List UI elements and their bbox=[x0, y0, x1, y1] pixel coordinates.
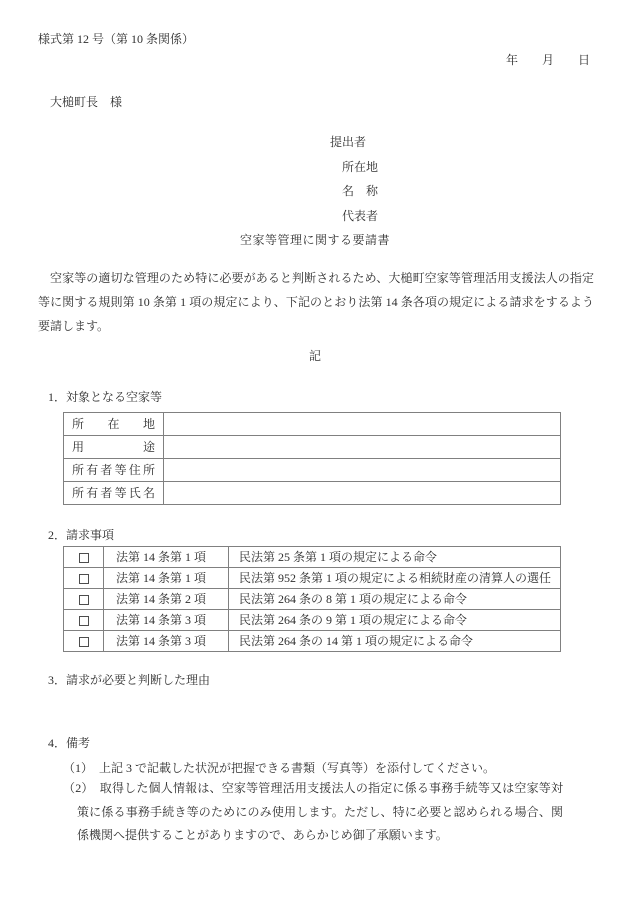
checkbox-cell bbox=[64, 568, 104, 589]
checkbox-cell bbox=[64, 547, 104, 568]
section4-heading: 4．備考 bbox=[48, 736, 91, 750]
table-row bbox=[64, 547, 561, 568]
section2-heading: 2．請求事項 bbox=[48, 528, 115, 542]
row-label-location: 所在地 bbox=[64, 413, 164, 436]
row-label-owner-name: 所有者等氏名 bbox=[64, 482, 164, 505]
request-description: 民法第 25 条第 1 項の規定による命令 bbox=[229, 547, 561, 568]
section1-heading: 1．対象となる空家等 bbox=[48, 390, 163, 404]
law-clause: 法第 14 条第 1 項 bbox=[104, 568, 229, 589]
checkbox-cell bbox=[64, 610, 104, 631]
row-label-use: 用途 bbox=[64, 436, 164, 459]
checkbox-row-5[interactable] bbox=[79, 637, 89, 647]
table-row bbox=[64, 568, 561, 589]
submitter-field-name: 名 称 bbox=[342, 184, 379, 198]
use-value-cell[interactable] bbox=[164, 436, 561, 459]
document-title: 空家等管理に関する要請書 bbox=[239, 233, 390, 247]
submitter-label: 提出者 bbox=[330, 135, 367, 149]
addressee: 大槌町長 様 bbox=[50, 95, 123, 109]
target-vacant-house-table bbox=[63, 412, 561, 505]
note-2: （2） 取得した個人情報は、空家等管理活用支援法人の指定に係る事務手続等又は空家等対策に係る事務手続き等のためにのみ使用します。ただし、特に必要と認められる場合、関係機関へ提供することがありますので、あらかじめ御了承願います。 bbox=[63, 781, 563, 842]
law-clause: 法第 14 条第 3 項 bbox=[104, 610, 229, 631]
request-description: 民法第 264 条の 8 第 1 項の規定による命令 bbox=[229, 589, 561, 610]
checkbox-cell bbox=[64, 631, 104, 652]
checkbox-row-2[interactable] bbox=[79, 574, 89, 584]
submitter-block bbox=[330, 130, 378, 228]
law-clause: 法第 14 条第 2 項 bbox=[104, 589, 229, 610]
request-description: 民法第 952 条第 1 項の規定による相続財産の清算人の選任 bbox=[229, 568, 561, 589]
location-value-cell[interactable] bbox=[164, 413, 561, 436]
request-items-table bbox=[63, 546, 561, 652]
checkbox-row-3[interactable] bbox=[79, 595, 89, 605]
ki-label: 記 bbox=[308, 349, 321, 363]
section3-heading: 3．請求が必要と判断した理由 bbox=[48, 673, 211, 687]
request-description: 民法第 264 条の 14 第 1 項の規定による命令 bbox=[229, 631, 561, 652]
submitter-field-address: 所在地 bbox=[342, 159, 379, 174]
request-description: 民法第 264 条の 9 第 1 項の規定による命令 bbox=[229, 610, 561, 631]
owner-address-value-cell[interactable] bbox=[164, 459, 561, 482]
table-row bbox=[64, 589, 561, 610]
note-1: （1） 上記 3 で記載した状況が把握できる書類（写真等）を添付してください。 bbox=[63, 761, 496, 775]
row-label-owner-address: 所有者等住所 bbox=[64, 459, 164, 482]
table-row bbox=[64, 459, 561, 482]
submitter-field-representative: 代表者 bbox=[342, 208, 379, 223]
law-clause: 法第 14 条第 1 項 bbox=[104, 547, 229, 568]
checkbox-row-4[interactable] bbox=[79, 616, 89, 626]
form-number: 様式第 12 号（第 10 条関係） bbox=[38, 32, 195, 46]
owner-name-value-cell[interactable] bbox=[164, 482, 561, 505]
table-row bbox=[64, 413, 561, 436]
date-line: 年 月 日 bbox=[505, 53, 590, 67]
table-row bbox=[64, 610, 561, 631]
checkbox-row-1[interactable] bbox=[79, 553, 89, 563]
law-clause: 法第 14 条第 3 項 bbox=[104, 631, 229, 652]
table-row bbox=[64, 631, 561, 652]
table-row bbox=[64, 436, 561, 459]
table-row bbox=[64, 482, 561, 505]
checkbox-cell bbox=[64, 589, 104, 610]
body-paragraph: 空家等の適切な管理のため特に必要があると判断されるため、大槌町空家等管理活用支援法人の指定等に関する規則第 10 条第 1 項の規定により、下記のとおり法第 14 条各項の規定による請求をするよう要請します。 bbox=[38, 271, 594, 333]
submitter-fields bbox=[342, 155, 378, 229]
